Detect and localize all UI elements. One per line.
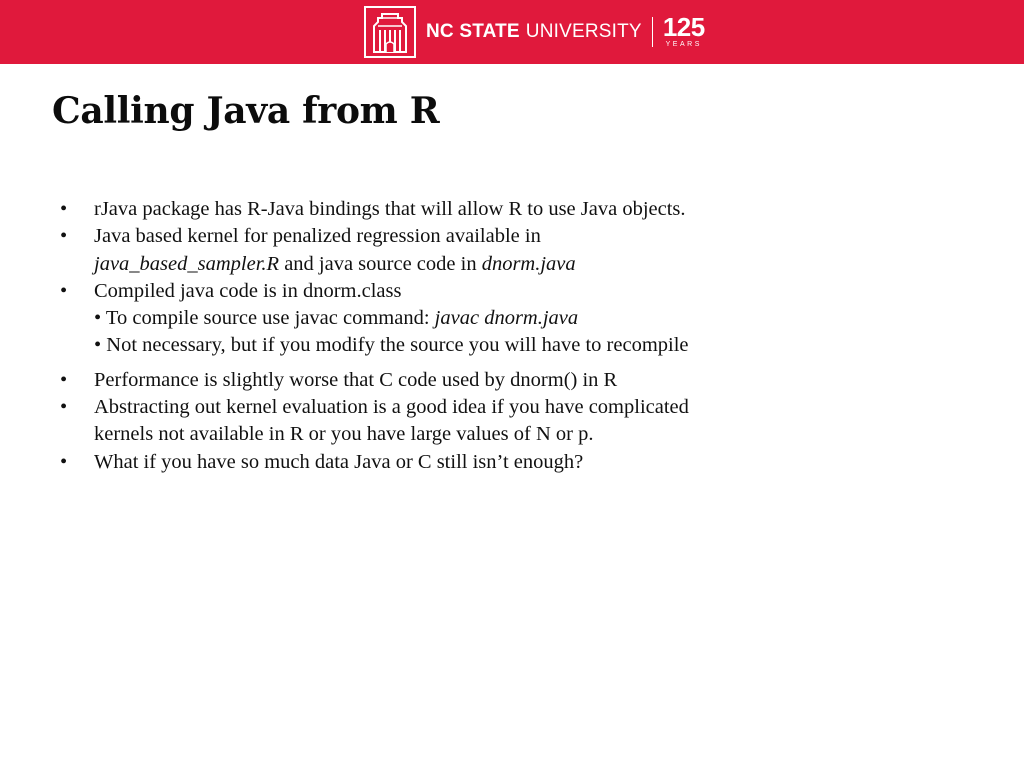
university-name (426, 21, 642, 43)
bullet-text: Abstracting out kernel evaluation is a good idea if you have complicated (94, 396, 689, 419)
slide-title: Calling Java from R (52, 90, 440, 132)
bullet-item (60, 196, 960, 223)
bullet-marker: • (60, 225, 68, 248)
belltower-icon (364, 6, 416, 58)
bullet-item (60, 394, 960, 449)
file-name-java: dnorm.java (481, 252, 576, 275)
header-banner (0, 0, 1024, 64)
sub-bullet: • Not necessary, but if you modify the source you will have to recompile (94, 334, 689, 357)
file-name-r: java_based_sampler.R (94, 252, 280, 275)
sub-bullet (94, 305, 960, 332)
bullet-text: Compiled java code is in dnorm.class (94, 279, 402, 302)
bullet-continuation: kernels not available in R or you have large values of N or p. (94, 423, 594, 446)
bullet-continuation (94, 251, 960, 278)
sub-bullet-text: • To compile source use javac command: (94, 307, 435, 330)
bullet-item (60, 449, 960, 476)
university-logo[interactable] (364, 6, 705, 58)
university-name-light: UNIVERSITY (525, 21, 642, 42)
bullet-text-mid: and java source code in (279, 252, 482, 275)
bullet-marker: • (60, 450, 68, 473)
bullet-text: Java based kernel for penalized regression available in (94, 225, 541, 248)
bullet-text: rJava package has R-Java bindings that will allow R to use Java objects. (94, 198, 686, 220)
bullet-list (60, 196, 960, 476)
bullet-text: What if you have so much data Java or C still isn’t enough? (94, 450, 584, 473)
logo-divider (652, 17, 653, 47)
bullet-marker: • (60, 396, 68, 419)
bullet-item (60, 278, 960, 360)
anniversary-word: YEARS (665, 41, 702, 48)
university-name-bold: NC STATE (426, 21, 520, 42)
javac-command: javac dnorm.java (434, 307, 579, 330)
bullet-item (60, 367, 960, 394)
anniversary-number: 125 (662, 12, 705, 42)
bullet-text: Performance is slightly worse that C code used by dnorm() in R (94, 368, 618, 391)
anniversary-mark (662, 12, 705, 49)
bullet-marker: • (60, 198, 68, 220)
bullet-marker: • (60, 368, 68, 391)
bullet-marker: • (60, 279, 68, 302)
bullet-item (60, 223, 960, 278)
